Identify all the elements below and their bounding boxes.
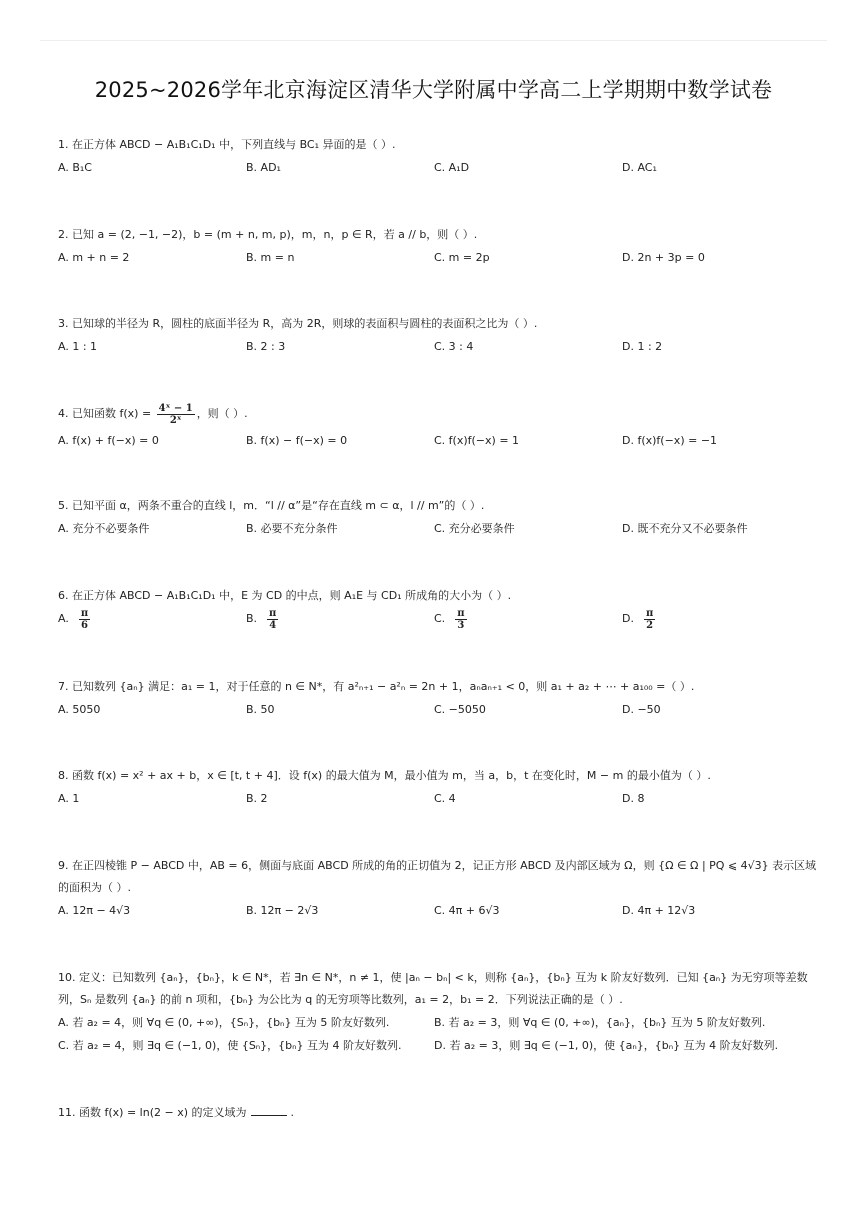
fraction-numerator: 4ˣ − 1 [158,402,193,414]
option-b[interactable]: B. 2 [246,792,268,805]
question-4 [58,399,818,453]
option-b[interactable]: B. 12π − 2√3 [246,904,319,917]
option-letter: A. [58,612,69,625]
option-a[interactable] [58,607,92,631]
option-c[interactable]: C. 充分必要条件 [434,522,515,535]
option-c[interactable]: C. −5050 [434,703,486,716]
option-d[interactable]: D. AC₁ [622,161,657,174]
option-a[interactable]: A. 若 a₂ = 4，则 ∀q ∈ (0, +∞)，{Sₙ}，{bₙ} 互为 5 阶友好数列. [58,1016,390,1029]
fraction-denominator: 2 [646,619,654,631]
option-b[interactable]: B. f(x) − f(−x) = 0 [246,434,348,447]
option-a[interactable]: A. 充分不必要条件 [58,522,150,535]
option-c[interactable]: C. f(x)f(−x) = 1 [434,434,520,447]
option-c[interactable]: C. 4 [434,792,456,805]
fraction-numerator: π [80,607,89,619]
option-c[interactable]: C. 3 : 4 [434,340,474,353]
stem-prefix: 4. 已知函数 f(x) = [58,407,155,420]
option-d[interactable]: D. 若 a₂ = 3，则 ∃q ∈ (−1, 0)，使 {aₙ}，{bₙ} 互为 4 阶友好数列. [434,1039,779,1052]
option-d[interactable]: D. −50 [622,703,661,716]
fraction [267,608,278,631]
option-c[interactable]: C. 4π + 6√3 [434,904,500,917]
fraction-numerator: π [269,607,277,619]
question-stem: 5. 已知平面 α，两条不重合的直线 l，m．“l // α”是“存在直线 m ⊂ α，l // m”的（ ）. [58,499,485,512]
question-1 [58,134,818,180]
fraction-numerator: π [645,607,654,619]
fraction [644,608,655,631]
fraction [79,608,90,631]
question-stem: 9. 在正四棱锥 P − ABCD 中，AB = 6，侧面与底面 ABCD 所成的角的正切值为 2，记正方形 ABCD 及内部区域为 Ω，则 {Ω ∈ Ω | PQ ⩽ 4√3} 表示区域的面积为（ ）. [58,859,817,894]
option-b[interactable]: B. m = n [246,251,295,264]
option-a[interactable]: A. f(x) + f(−x) = 0 [58,434,159,447]
fraction-numerator: π [457,607,465,619]
option-d[interactable]: D. f(x)f(−x) = −1 [622,434,718,447]
question-7 [58,676,818,722]
fraction [455,608,466,631]
question-9 [58,855,818,923]
question-6 [58,585,818,637]
question-2 [58,224,818,270]
question-8 [58,765,818,811]
option-a[interactable]: A. 1 : 1 [58,340,98,353]
answer-blank[interactable] [251,1115,287,1116]
fraction [157,403,195,426]
option-a[interactable]: A. 5050 [58,703,101,716]
question-stem: 1. 在正方体 ABCD − A₁B₁C₁D₁ 中，下列直线与 BC₁ 异面的是（ ）. [58,138,396,151]
option-letter: D. [622,612,634,625]
option-d[interactable]: D. 1 : 2 [622,340,663,353]
option-a[interactable]: A. B₁C [58,161,92,174]
option-a[interactable]: A. m + n = 2 [58,251,130,264]
question-stem: 6. 在正方体 ABCD − A₁B₁C₁D₁ 中，E 为 CD 的中点，则 A₁E 与 CD₁ 所成角的大小为（ ）. [58,589,512,602]
stem-suffix: . [290,1106,294,1119]
question-10 [58,967,818,1057]
fraction-denominator: 2ˣ [169,414,182,426]
option-b[interactable]: B. AD₁ [246,161,281,174]
stem-prefix: 11. 函数 f(x) = ln(2 − x) 的定义域为 [58,1106,247,1119]
option-b[interactable] [246,607,280,631]
fraction-denominator: 4 [269,619,277,631]
question-stem [58,399,818,429]
option-c[interactable] [434,607,469,631]
option-a[interactable]: A. 1 [58,792,80,805]
option-c[interactable]: C. 若 a₂ = 4，则 ∃q ∈ (−1, 0)，使 {Sₙ}，{bₙ} 互为 4 阶友好数列. [58,1039,402,1052]
question-stem: 3. 已知球的半径为 R，圆柱的底面半径为 R，高为 2R，则球的表面积与圆柱的表面积之比为（ ）. [58,317,538,330]
question-stem: 8. 函数 f(x) = x² + ax + b，x ∈ [t, t + 4]．设 f(x) 的最大值为 M，最小值为 m，当 a，b，t 在变化时，M − m 的最小值为（ ）. [58,769,711,782]
question-11 [58,1102,818,1124]
option-b[interactable]: B. 50 [246,703,275,716]
option-letter: C. [434,612,446,625]
option-d[interactable]: D. 4π + 12√3 [622,904,696,917]
question-5 [58,495,818,541]
question-stem: 10. 定义：已知数列 {aₙ}，{bₙ}，k ∈ N*，若 ∃n ∈ N*，n ≠ 1，使 |aₙ − bₙ| < k，则称 {aₙ}，{bₙ} 互为 k 阶友好数列．已知 {aₙ} 为无穷项等差数列，Sₙ 是数列 {aₙ} 的前 n 项和，{bₙ} 为公比为 q 的无穷项等比数列，a₁ = 2，b₁ = 2．下列说法正确的是（ ）. [58,971,808,1006]
option-c[interactable]: C. A₁D [434,161,470,174]
option-d[interactable]: D. 2n + 3p = 0 [622,251,705,264]
option-d[interactable] [622,607,657,631]
question-stem: 2. 已知 a = (2, −1, −2)，b = (m + n, m, p)，m，n，p ∈ R，若 a // b，则（ ）. [58,228,478,241]
stem-suffix: ，则（ ）. [196,407,248,420]
option-d[interactable]: D. 8 [622,792,645,805]
top-divider [40,40,827,41]
fraction-denominator: 6 [81,619,88,631]
option-d[interactable]: D. 既不充分又不必要条件 [622,522,748,535]
exam-title: 2025~2026学年北京海淀区清华大学附属中学高二上学期期中数学试卷 [94,78,773,102]
option-letter: B. [246,612,258,625]
option-c[interactable]: C. m = 2p [434,251,490,264]
fraction-denominator: 3 [457,619,465,631]
question-stem [58,1102,818,1124]
option-b[interactable]: B. 必要不充分条件 [246,522,338,535]
option-b[interactable]: B. 2 : 3 [246,340,286,353]
question-stem: 7. 已知数列 {aₙ} 满足：a₁ = 1，对于任意的 n ∈ N*，有 a²ₙ₊₁ − a²ₙ = 2n + 1，aₙaₙ₊₁ < 0，则 a₁ + a₂ + ⋯ + a₁₀₀ =（ ）. [58,680,695,693]
question-3 [58,313,818,359]
option-b[interactable]: B. 若 a₂ = 3，则 ∀q ∈ (0, +∞)，{aₙ}，{bₙ} 互为 5 阶友好数列. [434,1016,766,1029]
option-a[interactable]: A. 12π − 4√3 [58,904,131,917]
